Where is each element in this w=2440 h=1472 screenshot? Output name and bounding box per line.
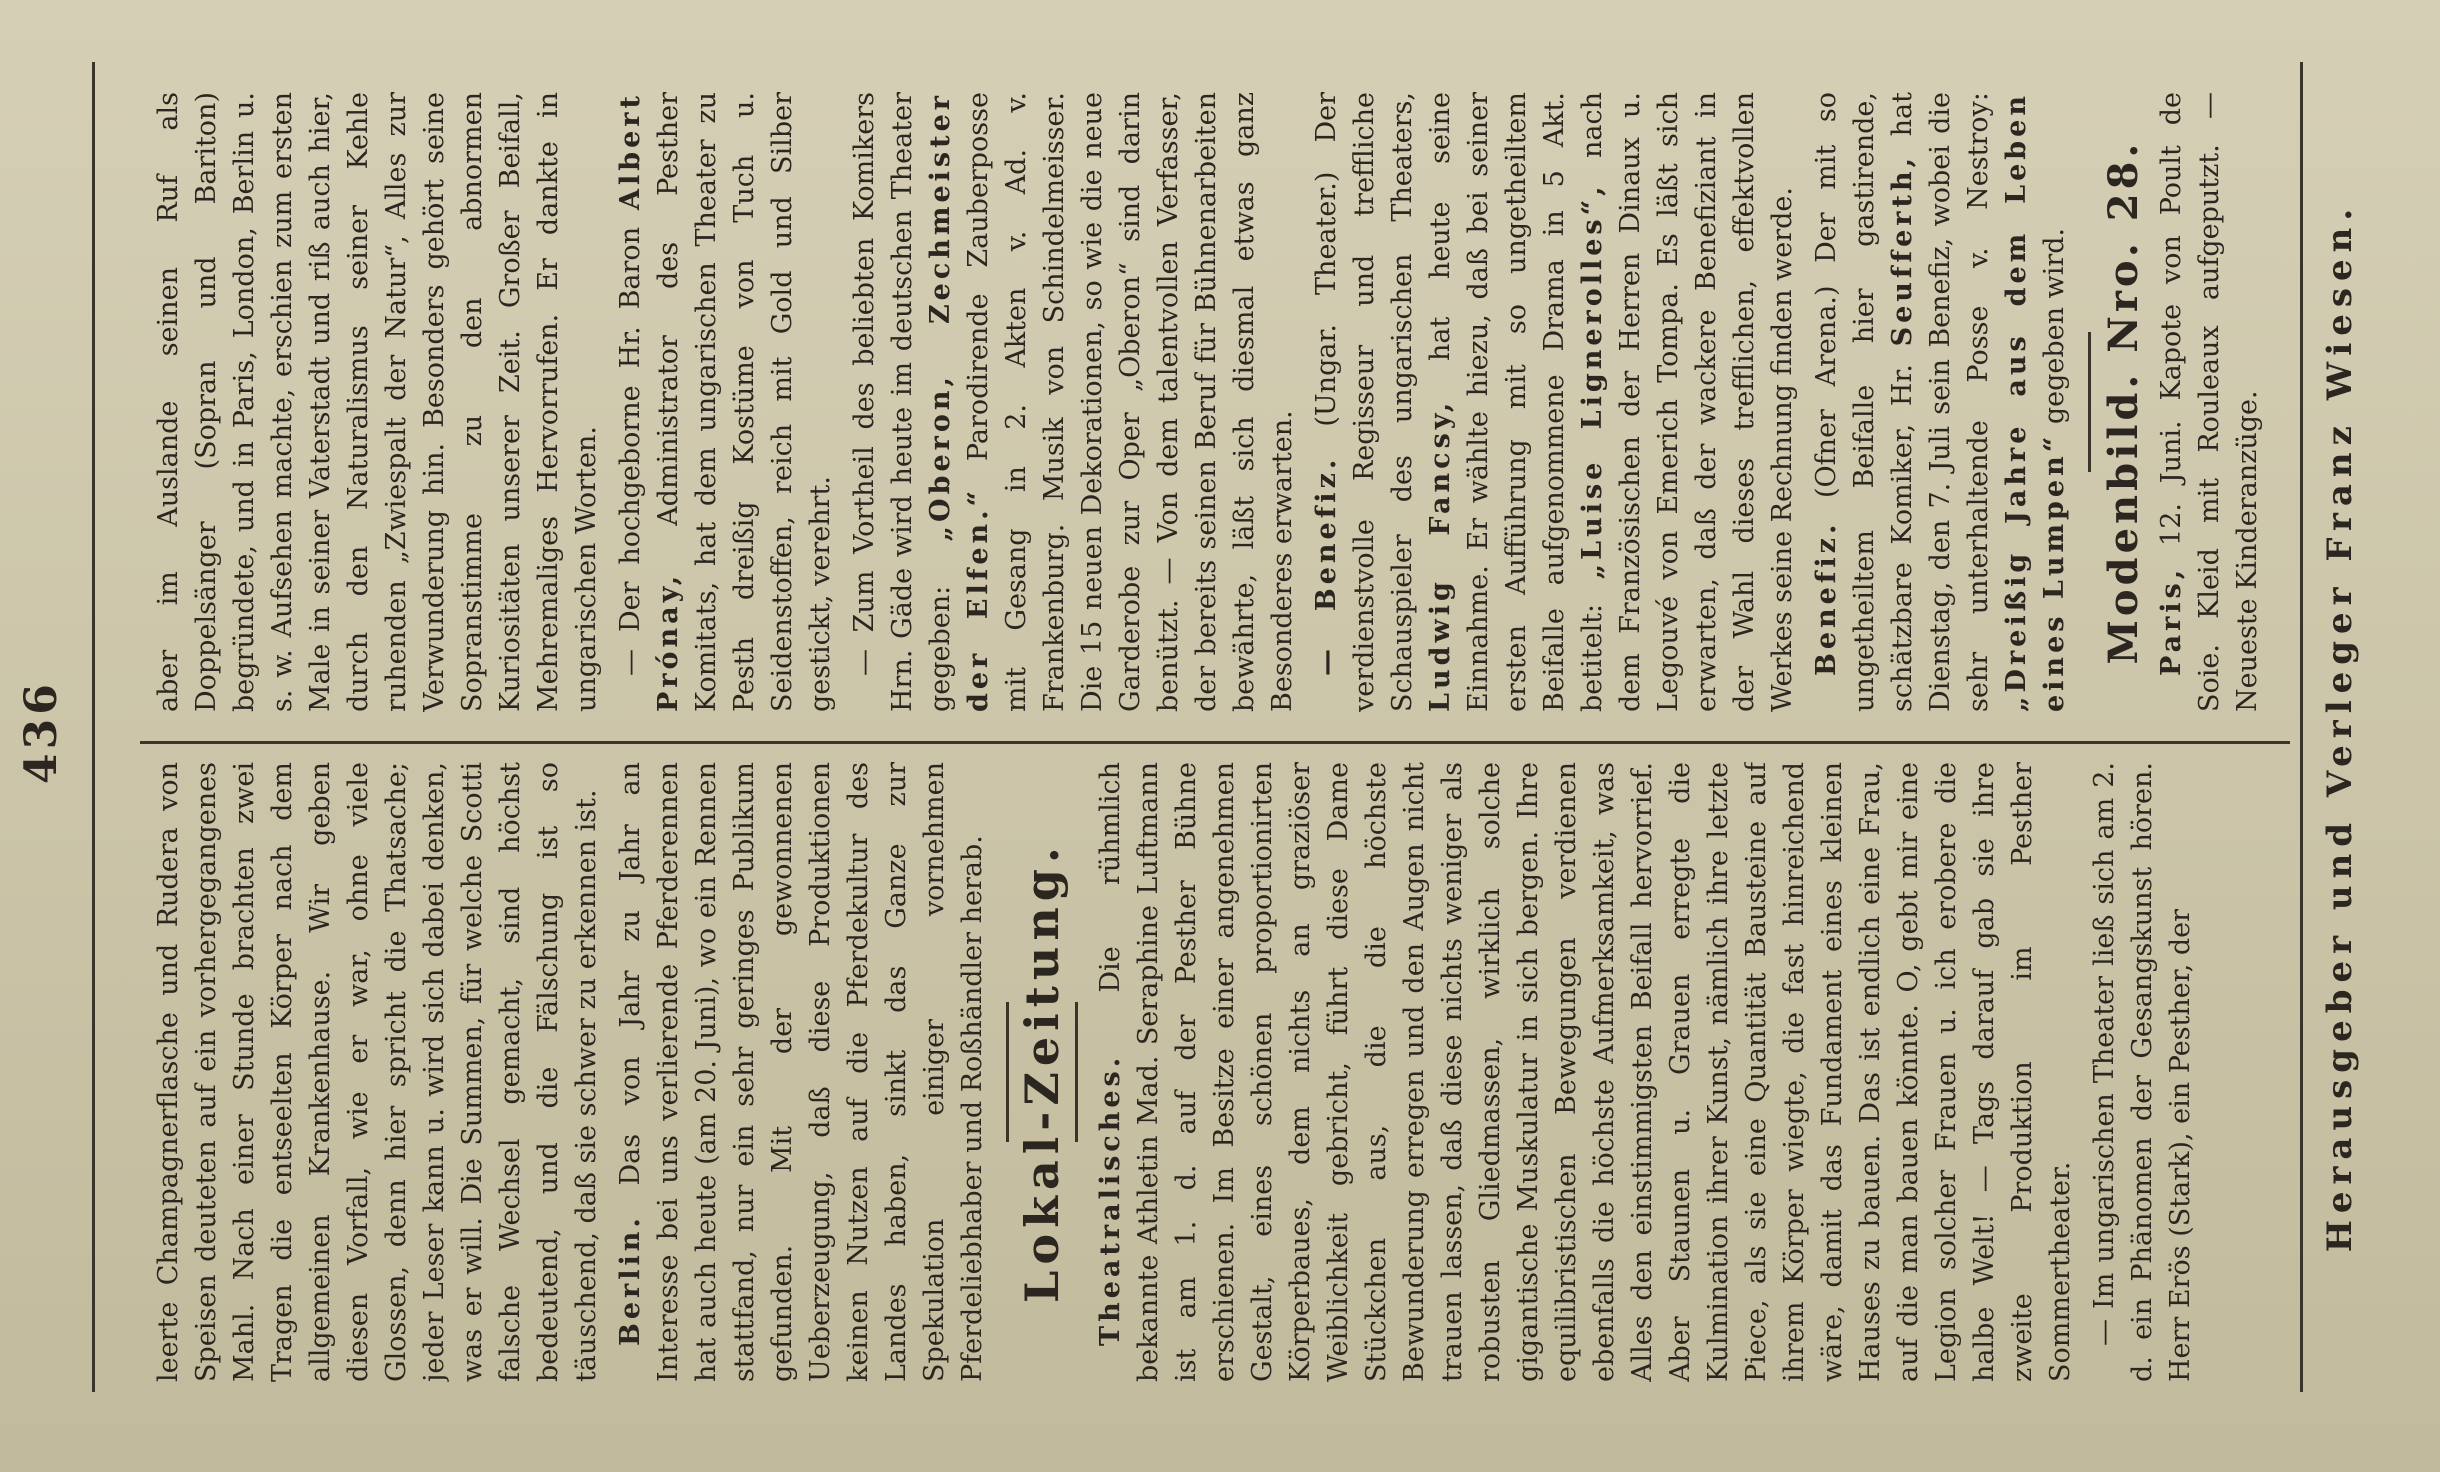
right-column [150,92,2290,712]
paragraph-text: Parodirende Zauberposse mit Gesang in 2. Akten v. Ad. v. Frankenburg. Musik von Schindelmeisser. Die 15 neuen Dekorationen, so wie die neue Garderobe zur Oper „Oberon“ sind darin benützt. — Von dem talentvollen Verfasser, der bereits seinen Beruf für Bühnenarbeiten bewährte, läßt sich diesmal etwas ganz Besonderes erwarten. [963,92,1298,712]
paragraph-lead: Benefiz. [1811,520,1842,676]
paragraph-lead: — Benefiz. [1311,455,1342,676]
footer-rule [2300,62,2303,1392]
paragraph-text: hat Dienstag, den 7. Juli sein Benefiz, wobei die sehr unterhaltende Posse v. Nestroy: [1887,92,1994,712]
paragraph [2153,92,2267,712]
paragraph-text: gegeben wird. [2039,227,2070,425]
paragraph [1308,92,1802,712]
paragraph-text: (Ofner Arena.) Der mit so ungetheiltem Beifalle hier gastirende, schätzbare Komiker, Hr. [1811,92,1918,712]
person-name: Seufferth, [1887,153,1918,347]
paragraph-text: — Der hochgeborne Hr. Baron [615,226,646,676]
paragraph [612,762,992,1382]
paragraph-text: 12. Juni. Kapote von Poult de Soie. Kleid mit Rouleaux aufgeputzt. — Neueste Kinderanzüge. [2156,92,2263,712]
paragraph-text: Das von Jahr zu Jahr an Interesse bei uns verlierende Pferderennen hat auch heute (am 20. Juni), wo ein Rennen stattfand, nur ein sehr geringes Publikum gefunden. Mit der gewonnenen Ueberzeugung, daß diese Produktionen keinen Nutzen auf die Pferdekultur des Landes haben, sinkt das Ganze zur Spekulation einiger vornehmen Pferdeliebhaber und Roßhändler herab. [615,762,988,1382]
paragraph-text: hat heute seine Einnahme. Er wählte hiezu, daß bei seiner ersten Aufführung mit so ungetheiltem Beifalle aufgenommene Drama in 5 Akt. betitelt: [1425,92,1608,712]
section-heading: Lokal-Zeitung. [1015,841,1069,1303]
paragraph-lead: Theatralisches. [1095,1053,1126,1346]
paragraph-text: nach dem Französischen der Herren Dinaux u. Legouvé von Emerich Tompa. Es läßt sich erwarten, daß der wackere Benefiziant in der Wahl dieses trefflichen, effektvollen Werkes seine Rechnung finden werde. [1577,92,1798,712]
section-rule [1006,1002,1009,1142]
paragraph-text: (Ungar. Theater.) Der verdienstvolle Regisseur und treffliche Schauspieler des ungarischen Theaters, [1311,92,1418,712]
person-name: Ludwig Fancsy, [1425,398,1456,712]
play-title: „Dreißig Jahre aus dem Leben eines Lumpen“ [2001,92,2070,712]
paragraph-lead: Paris, [2156,565,2187,676]
publisher-footer: Herausgeber und Verleger Franz Wiesen. [2320,201,2360,1253]
paragraph-lead: Berlin. [615,1214,646,1346]
paragraph [846,92,1302,712]
paragraph: — Im ungarischen Theater ließ sich am 2. d. ein Phänomen der Gesangskunst hören. Herr Erös (Stark), ein Pesther, der [2089,762,2196,1382]
header-rule [92,62,95,1392]
column-divider [140,741,2290,744]
paragraph: aber im Auslande seinen Ruf als Doppelsänger (Sopran und Bariton) begründete, und in Paris, London, Berlin u. s. w. Aufsehen machte, erschien zum ersten Male in seiner Vaterstadt und riß auch hier, durch den Naturalismus seiner Kehle ruhenden „Zwiespalt der Natur“, Alles zur Verwunderung hin. Besonders gehört seine Sopranstimme zu den abnormen Kuriositäten unserer Zeit. Großer Beifall, Mehremaliges Hervorrufen. Er dankte in ungarischen Worten. [153,92,602,712]
section-rule [2088,332,2091,472]
paragraph [612,92,840,712]
left-column [150,762,2290,1382]
paragraph [1092,762,2080,1382]
paragraph-text: Die rühmlich bekannte Athletin Mad. Seraphine Luftmann ist am 1. d. auf der Pesther Bühne erschienen. Im Besitze einer angenehmen Gestalt, eines schönen proportionirten Körperbaues, dem nichts an graziöser Weiblichkeit gebricht, führt diese Dame Stückchen aus, die die höchste Bewunderung erregen und den Augen nicht trauen lassen, daß diese nichts weniger als robusten Gliedmassen, wirklich solche gigantische Muskulatur in sich bergen. Ihre equilibristischen Bewegungen verdienen ebenfalls die höchste Aufmerksamkeit, was Alles den einstimmigsten Beifall hervorrief. Aber Staunen u. Grauen erregte die Kulmination ihrer Kunst, nämlich ihre letzte Piece, als sie eine Quantität Bausteine auf ihrem Körper wiegte, die fast hinreichend wäre, damit das Fundament eines kleinen Hauses zu bauen. Das ist endlich eine Frau, auf die man bauen könnte. O, gebt mir eine Legion solcher Frauen u. ich erobere die halbe Welt! — Tags darauf gab sie ihre zweite Produktion im Pesther Sommertheater. [1095,762,2076,1382]
fashion-plate-heading: Modenbild. Nro. 28. [2100,139,2147,665]
paragraph [1808,92,2074,712]
play-title: „Oberon, Zechmeister der Elfen.“ [925,92,994,712]
person-name: Albert Prónay, [615,92,684,712]
section-rule [1075,1002,1078,1142]
paragraph: leerte Champagnerflasche und Rudera von Speisen deuteten auf ein vorhergegangenes Mahl. Nach einer Stunde brachten zwei Tragen die entseelten Körper nach dem allgemeinen Krankenhause. Wir geben diesen Vorfall, wie er war, ohne viele Glossen, denn hier spricht die Thatsache; jeder Leser kann u. wird sich dabei denken, was er will. Die Summen, für welche Scotti falsche Wechsel gemacht, sind höchst bedeutend, und die Fälschung ist so täuschend, daß sie schwer zu erkennen ist. [153,762,602,1382]
play-title: „Luise Lignerolles“, [1577,182,1608,580]
paragraph-text: — Zum Vortheil des beliebten Komikers Hrn. Gäde wird heute im deutschen Theater gegeben: [849,92,956,712]
paragraph-text: Administrator des Pesther Komitats, hat dem ungarischen Theater zu Pesth dreißig Kostüme von Tuch u. Seidenstoffen, reich mit Gold und Silber gestickt, verehrt. [653,92,836,712]
page-number: 436 [16,680,67,784]
